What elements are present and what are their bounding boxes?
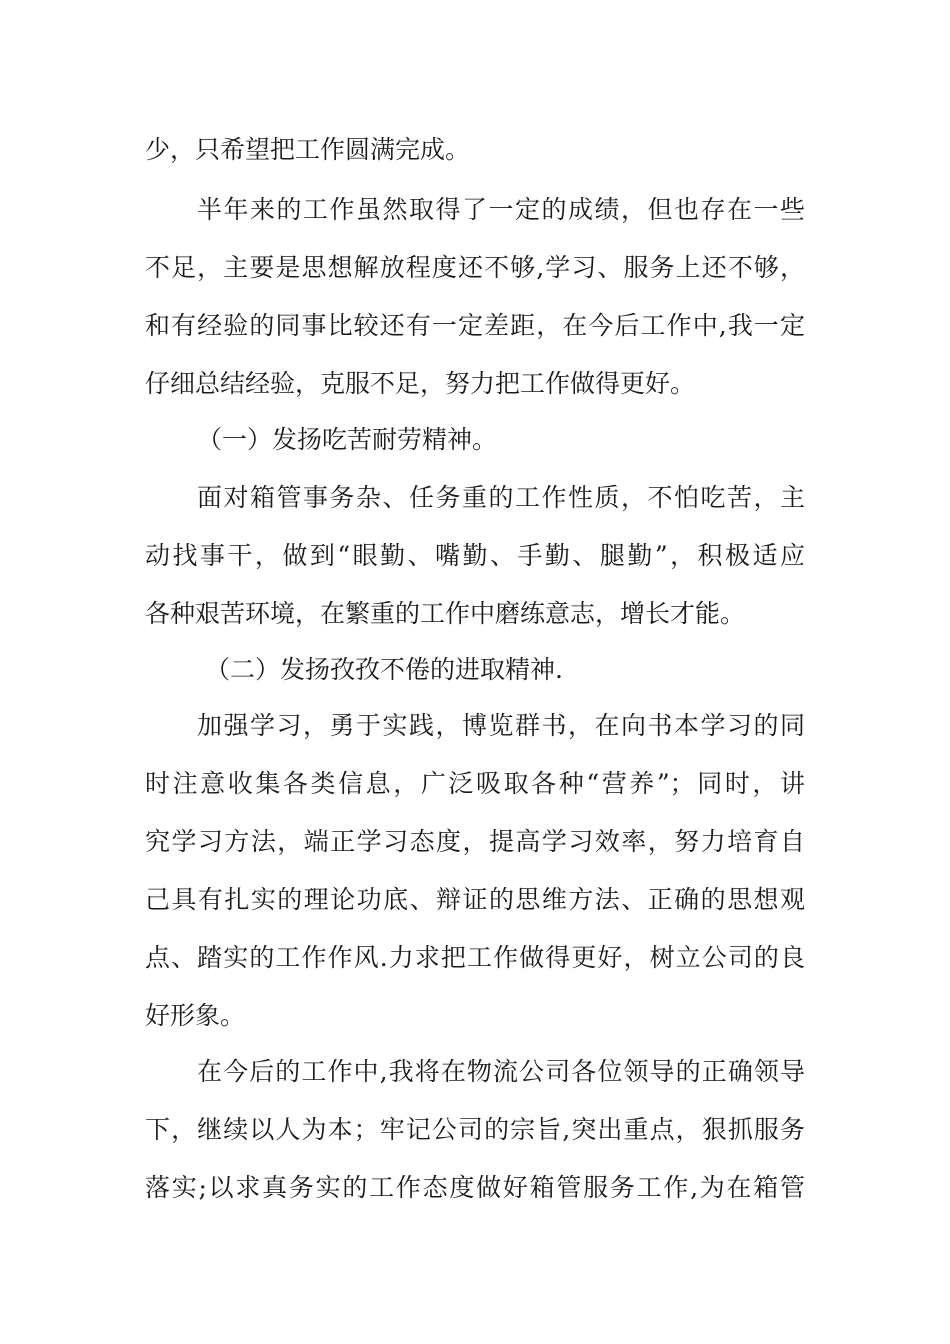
text-line-2: 半年来的工作虽然取得了一定的成绩，但也存在一些: [197, 195, 805, 224]
text-line-9: 各种艰苦环境，在繁重的工作中磨练意志，增长才能。: [145, 599, 746, 628]
text-line-4: 和有经验的同事比较还有一定差距，在今后工作中,我一定: [145, 311, 805, 340]
text-line-8: 动找事干，做到“眼勤、嘴勤、手勤、腿勤”，积极适应: [145, 541, 805, 570]
section-heading-2: （二）发扬孜孜不倦的进取精神.: [205, 655, 563, 684]
text-line-1: 少，只希望把工作圆满完成。: [145, 135, 471, 164]
text-line-19: 落实;以求真务实的工作态度做好箱管服务工作,为在箱管: [145, 1173, 805, 1202]
text-line-14: 己具有扎实的理论功底、辩证的思维方法、正确的思想观: [145, 885, 805, 914]
text-line-15: 点、踏实的工作作风.力求把工作做得更好，树立公司的良: [145, 943, 805, 972]
section-heading-1: （一）发扬吃苦耐劳精神。: [197, 425, 498, 454]
text-line-17: 在今后的工作中,我将在物流公司各位领导的正确领导: [197, 1057, 805, 1086]
text-line-3: 不足，主要是思想解放程度还不够,学习、服务上还不够，: [145, 253, 805, 282]
text-line-12: 时注意收集各类信息，广泛吸取各种“营养”；同时，讲: [145, 769, 805, 798]
text-line-16: 好形象。: [145, 1001, 246, 1030]
text-line-7: 面对箱管事务杂、任务重的工作性质，不怕吃苦，主: [197, 483, 805, 512]
text-line-5: 仔细总结经验，克服不足，努力把工作做得更好。: [145, 369, 696, 398]
text-line-13: 究学习方法，端正学习态度，提高学习效率，努力培育自: [145, 827, 805, 856]
text-line-18: 下，继续以人为本；牢记公司的宗旨,突出重点，狠抓服务: [145, 1115, 805, 1144]
text-line-11: 加强学习，勇于实践，博览群书，在向书本学习的同: [197, 711, 805, 740]
